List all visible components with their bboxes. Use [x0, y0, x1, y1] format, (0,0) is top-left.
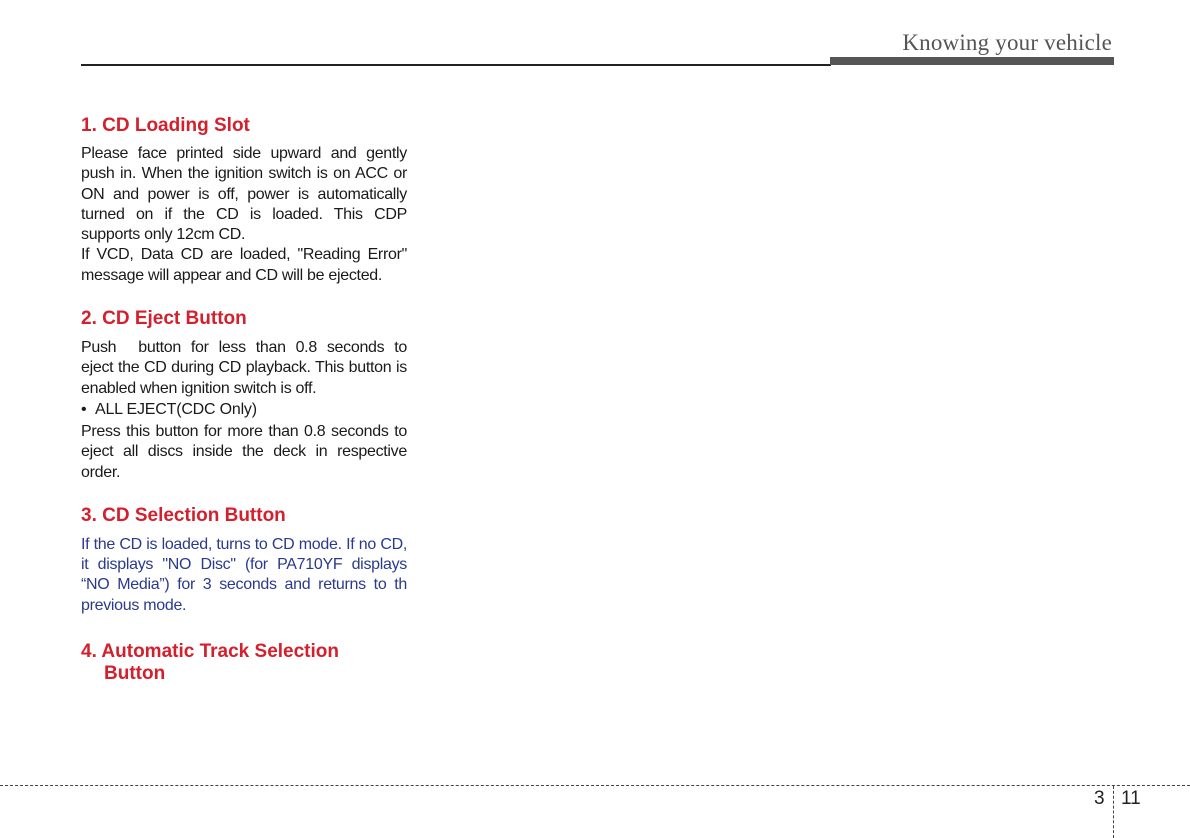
content-column: [81, 115, 407, 685]
heading-line: 4. Automatic Track Selection: [81, 641, 339, 663]
bullet-text: ALL EJECT(CDC Only): [95, 400, 257, 418]
section-heading: 1. CD Loading Slot: [81, 115, 250, 136]
bullet-item: [81, 400, 407, 420]
section-paragraph: [81, 338, 407, 399]
section-paragraph: Press this button for more than 0.8 seconds to eject all discs inside the deck in respective order.: [81, 422, 407, 481]
chapter-number: 3: [1094, 788, 1105, 809]
footer-divider: [1113, 786, 1114, 838]
section-cd-selection-button: [81, 505, 407, 616]
section-paragraph: If the CD is loaded, turns to CD mode. If no CD, it displays "NO Disc" (for PA710YF displays “NO Media”) for 3 seconds and returns to th previous mode.: [81, 535, 407, 614]
section-heading: 2. CD Eject Button: [81, 308, 247, 330]
section-paragraph: Please face printed side upward and gently push in. When the ignition switch is on ACC or ON and power is off, power is automatically turned on if the CD is loaded. This CDP supports only 12cm CD.: [81, 145, 407, 244]
running-header-title: Knowing your vehicle: [902, 30, 1112, 55]
section-cd-loading-slot: [81, 115, 407, 286]
paragraph-text: button for less than 0.8 seconds to eject the CD during CD playback. This button is enabled when ignition switch is off.: [81, 339, 407, 397]
section-automatic-track-selection: [81, 641, 407, 685]
page-number: 11: [1121, 788, 1141, 809]
section-paragraph: If VCD, Data CD are loaded, "Reading Error" message will appear and CD will be ejected.: [81, 246, 407, 284]
footer-dashed-rule: [0, 785, 1190, 786]
heading-line: Button: [104, 663, 166, 685]
section-heading: [81, 641, 407, 685]
section-heading: 3. CD Selection Button: [81, 504, 286, 526]
section-cd-eject-button: [81, 308, 407, 483]
header-rule: [81, 64, 831, 66]
push-word: Push: [81, 339, 117, 357]
bullet-dot: •: [81, 400, 87, 418]
header-accent-bar: [830, 57, 1114, 65]
